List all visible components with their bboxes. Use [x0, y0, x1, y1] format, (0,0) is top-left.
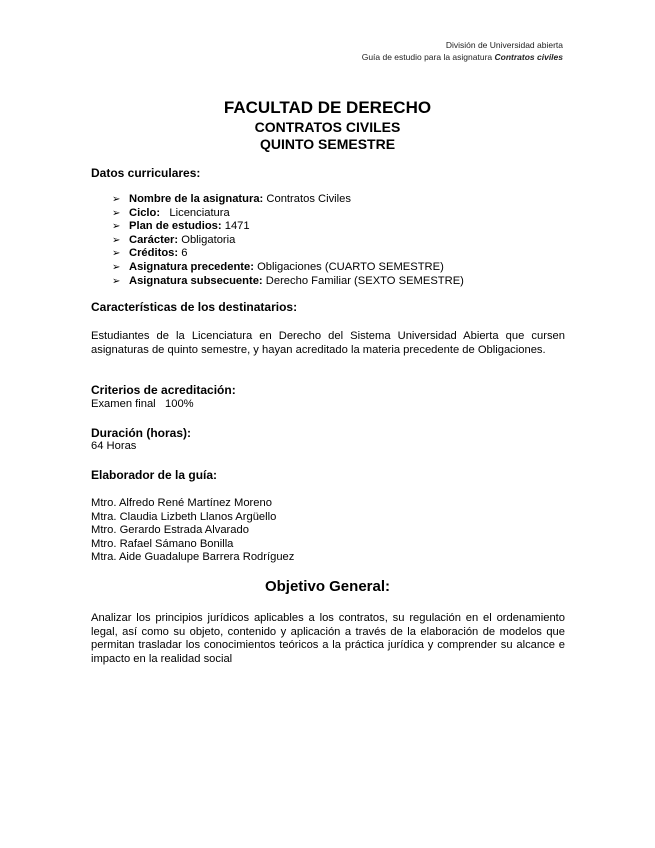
datos-heading: Datos curriculares:	[91, 166, 201, 180]
criterios-text: Examen final 100%	[91, 398, 194, 410]
item-label: Ciclo:	[129, 206, 161, 219]
item-label: Asignatura precedente:	[129, 260, 254, 273]
list-item	[112, 234, 464, 248]
datos-list	[112, 193, 464, 288]
arrowhead-bullet-icon: ➢	[112, 234, 121, 246]
destinatarios-text: Estudiantes de la Licenciatura en Derecho del Sistema Universidad Abierta que cursen asignaturas de quinto semestre, y hayan acreditado la materia precedente de Obligaciones.	[91, 330, 565, 356]
item-label: Carácter:	[129, 233, 179, 246]
item-value: 1471	[221, 220, 250, 233]
header-division: División de Universidad abierta	[445, 40, 563, 50]
objetivo-text: Analizar los principios jurídicos aplicables a los contratos, su regulación en el ordenamiento legal, así como su objeto, contenido y aplicación a través de la elaboración de modelos que permitan trasladar los conocimientos teóricos a la práctica jurídica y comprender su alcance e impacto en la realidad social	[91, 612, 565, 665]
list-item: Mtra. Aide Guadalupe Barrera Rodríguez	[91, 551, 295, 564]
title-block	[0, 97, 655, 153]
item-label: Plan de estudios:	[129, 220, 222, 233]
header-guide-prefix: Guía de estudio para la asignatura	[361, 52, 495, 62]
arrowhead-bullet-icon: ➢	[112, 221, 121, 233]
duracion-heading: Duración (horas):	[91, 426, 192, 440]
item-value: Obligaciones (CUARTO SEMESTRE)	[253, 260, 444, 273]
course-title: CONTRATOS CIVILES	[254, 119, 401, 135]
semester-title: QUINTO SEMESTRE	[259, 136, 396, 152]
list-item	[112, 275, 464, 289]
list-item: Mtro. Gerardo Estrada Alvarado	[91, 524, 249, 537]
list-item	[112, 220, 464, 234]
item-label: Asignatura subsecuente:	[129, 274, 263, 287]
faculty-title: FACULTAD DE DERECHO	[223, 98, 432, 117]
item-value: 6	[178, 247, 188, 260]
list-item: Mtra. Claudia Lizbeth Llanos Argüello	[91, 510, 277, 523]
elaborador-heading: Elaborador de la guía:	[91, 468, 218, 482]
running-header	[362, 39, 563, 63]
item-label: Nombre de la asignatura:	[129, 193, 264, 205]
list-item: Mtro. Rafael Sámano Bonilla	[91, 537, 234, 550]
arrowhead-bullet-icon: ➢	[112, 275, 121, 287]
list-item	[112, 247, 464, 261]
list-item	[112, 193, 464, 207]
destinatarios-heading: Características de los destinatarios:	[91, 300, 298, 314]
header-guide	[362, 51, 563, 63]
item-label: Créditos:	[129, 247, 179, 260]
list-item	[112, 261, 464, 275]
list-item: Mtro. Alfredo René Martínez Moreno	[91, 497, 272, 509]
arrowhead-bullet-icon: ➢	[112, 207, 121, 219]
item-value: Licenciatura	[160, 206, 230, 219]
duracion-text: 64 Horas	[91, 440, 137, 452]
header-guide-subject: Contratos civiles	[494, 52, 563, 62]
item-value: Derecho Familiar (SEXTO SEMESTRE)	[262, 274, 464, 287]
item-value: Obligatoria	[178, 233, 236, 246]
list-item	[112, 207, 464, 221]
objetivo-heading: Objetivo General:	[264, 578, 391, 595]
arrowhead-bullet-icon: ➢	[112, 248, 121, 260]
criterios-heading: Criterios de acreditación:	[91, 383, 236, 397]
arrowhead-bullet-icon: ➢	[112, 261, 121, 273]
item-value: Contratos Civiles	[263, 193, 351, 205]
arrowhead-bullet-icon: ➢	[112, 194, 121, 205]
elaborador-list	[91, 497, 565, 565]
